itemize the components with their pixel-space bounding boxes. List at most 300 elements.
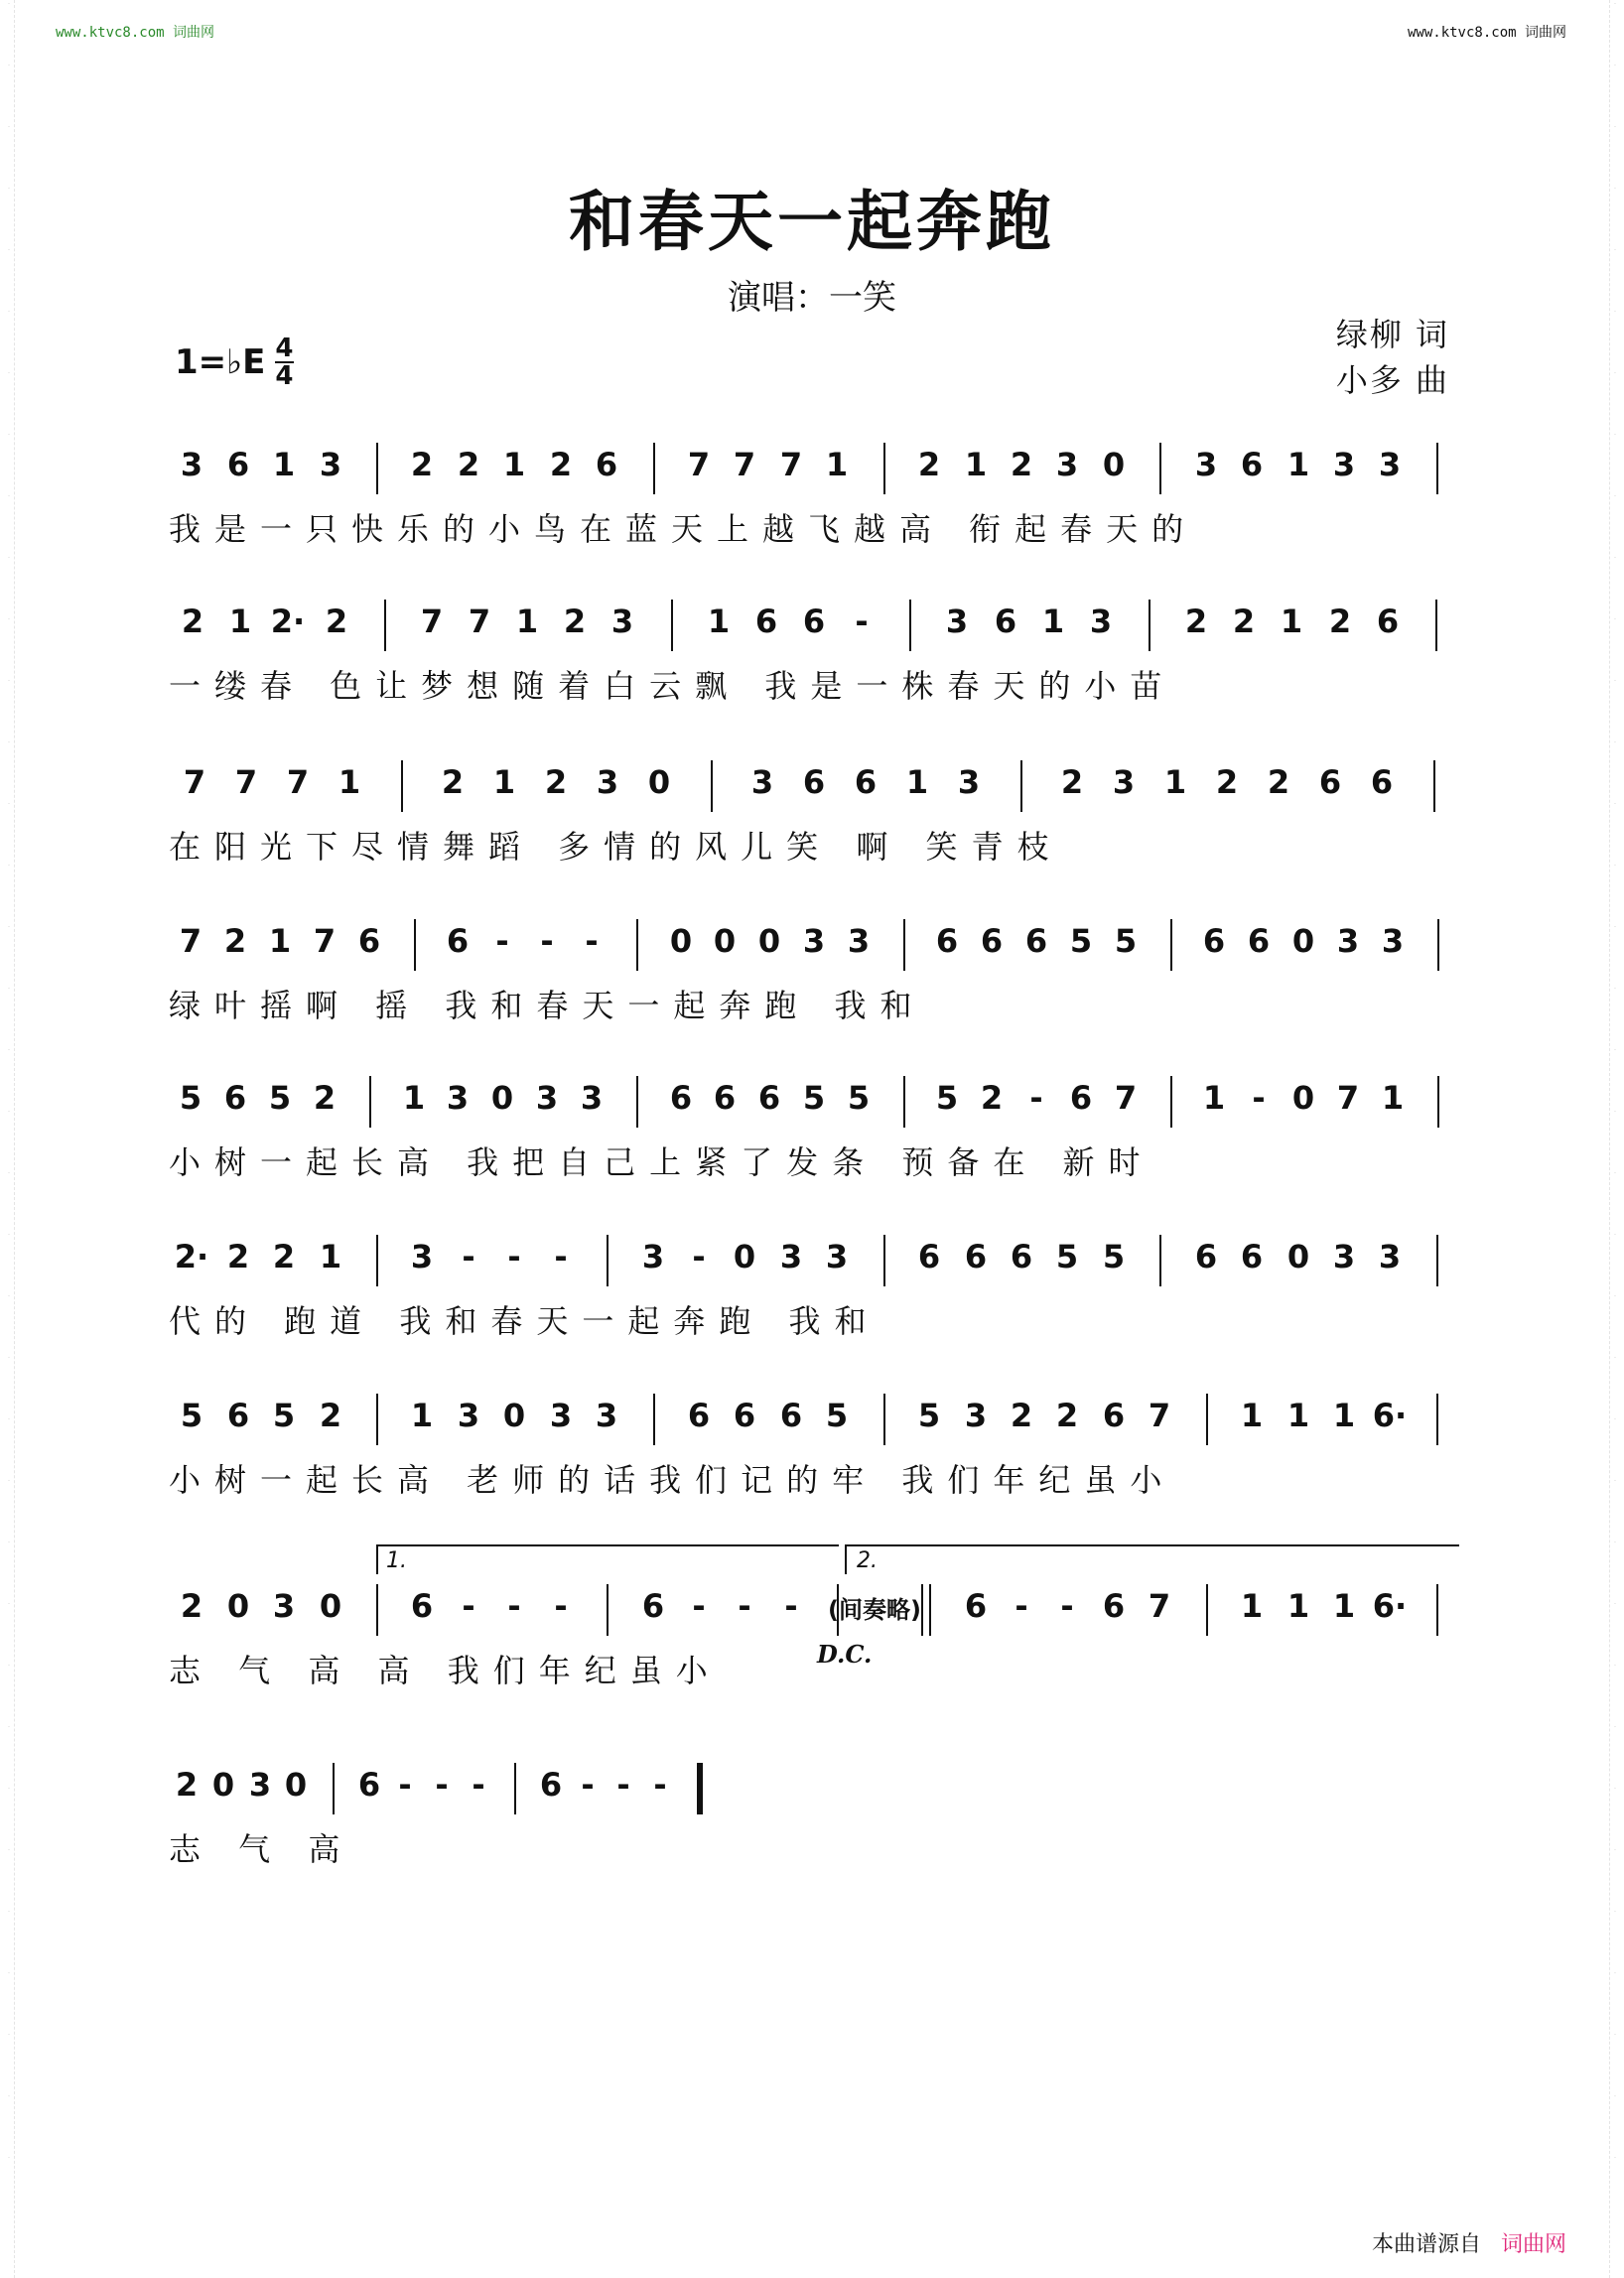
score-line xyxy=(169,1548,1459,1707)
note: 2 xyxy=(1232,603,1256,640)
notes-row xyxy=(169,1767,1459,1822)
watermark-mark: · xyxy=(7,123,11,131)
note: 2· xyxy=(174,1238,209,1275)
key-label: 1=♭E xyxy=(175,342,266,382)
note: 3 xyxy=(1112,763,1136,801)
note: 2 xyxy=(180,1587,203,1625)
note: 7 xyxy=(1336,1079,1360,1117)
watermark-strip-right xyxy=(1609,0,1620,2278)
note: 5 xyxy=(935,1079,959,1117)
note: 2 xyxy=(457,446,480,483)
barline xyxy=(376,443,378,494)
watermark-mark: · xyxy=(1613,1415,1617,1423)
watermark-mark: · xyxy=(7,1600,11,1608)
lyrics-row: 志 气 高 高 我们年纪虽小 xyxy=(169,1652,722,1689)
note: - xyxy=(472,1766,485,1804)
watermark-mark: · xyxy=(7,1415,11,1423)
note: 6 xyxy=(1202,922,1226,960)
note: 6· xyxy=(1372,1587,1408,1625)
watermark-mark: · xyxy=(7,800,11,808)
source-url-left[interactable]: www.ktvc8.com 词曲网 xyxy=(56,25,215,41)
note: - xyxy=(692,1587,706,1625)
note: 0 xyxy=(226,1587,250,1625)
note: 6 xyxy=(1240,1238,1264,1275)
watermark-mark: · xyxy=(1613,1477,1617,1485)
volta-label-2: 2. xyxy=(857,1548,878,1573)
watermark-mark: · xyxy=(7,738,11,746)
note: 6 xyxy=(1194,1238,1218,1275)
watermark-mark: · xyxy=(1613,1908,1617,1916)
barline xyxy=(1433,760,1435,812)
lyrics-row: 在阳光下尽情舞蹈 多情的风儿笑 啊 笑青枝 xyxy=(169,828,1063,866)
watermark-mark: · xyxy=(7,615,11,623)
note: 3 xyxy=(180,446,203,483)
note: - xyxy=(692,1238,706,1275)
watermark-mark: · xyxy=(1613,2092,1617,2100)
watermark-mark: · xyxy=(7,431,11,439)
note: 1 xyxy=(410,1397,434,1434)
note: - xyxy=(784,1587,798,1625)
note: 2 xyxy=(181,603,204,640)
time-signature-top: 4 xyxy=(275,334,294,363)
score-line xyxy=(169,1080,1459,1199)
volta-label-1: 1. xyxy=(386,1548,407,1573)
watermark-mark: · xyxy=(1613,308,1617,316)
barline xyxy=(636,919,638,971)
note: 1 xyxy=(1280,603,1303,640)
note: 2 xyxy=(441,763,465,801)
source-url-right[interactable]: www.ktvc8.com 词曲网 xyxy=(1407,25,1566,41)
note: - xyxy=(554,1238,568,1275)
note: 5 xyxy=(268,1079,292,1117)
note: 3 xyxy=(1194,446,1218,483)
note: 1 xyxy=(964,446,988,483)
note: 3 xyxy=(957,763,981,801)
note: - xyxy=(1060,1587,1074,1625)
barline xyxy=(369,1076,371,1128)
watermark-mark: · xyxy=(1613,554,1617,562)
watermark-mark: · xyxy=(1613,862,1617,870)
note: 1 xyxy=(707,603,731,640)
note: 6 xyxy=(641,1587,665,1625)
note: 1 xyxy=(272,446,296,483)
note: - xyxy=(585,922,599,960)
note: 3 xyxy=(1378,446,1402,483)
note: 2· xyxy=(270,603,306,640)
note: 2 xyxy=(980,1079,1004,1117)
barline xyxy=(1159,1235,1161,1286)
note: - xyxy=(616,1766,630,1804)
note: 3 xyxy=(945,603,969,640)
note: 5 xyxy=(180,1397,203,1434)
barline xyxy=(909,600,911,651)
lyrics-row: 一缕春 色让梦想随着白云飘 我是一株春天的小苗 xyxy=(169,667,1176,705)
note: 2 xyxy=(1328,603,1352,640)
note: 3 xyxy=(580,1079,604,1117)
watermark-mark: · xyxy=(7,62,11,69)
note: 6 xyxy=(754,603,778,640)
note: 3 xyxy=(964,1397,988,1434)
key-signature xyxy=(175,335,294,389)
barline xyxy=(414,919,416,971)
note: 6 xyxy=(669,1079,693,1117)
barline xyxy=(1435,600,1437,651)
barline xyxy=(376,1584,378,1636)
note: 6 xyxy=(779,1397,803,1434)
note: 7 xyxy=(420,603,444,640)
watermark-mark: · xyxy=(7,369,11,377)
watermark-mark: · xyxy=(7,2092,11,2100)
barline xyxy=(1170,1076,1172,1128)
note: 0 xyxy=(1291,1079,1315,1117)
note: 3 xyxy=(1089,603,1113,640)
watermark-mark: · xyxy=(7,2154,11,2162)
barline xyxy=(711,760,713,812)
note: 6 xyxy=(1102,1397,1126,1434)
note: 1 xyxy=(1202,1079,1226,1117)
barline xyxy=(607,1584,609,1636)
note: - xyxy=(540,922,554,960)
note: 1 xyxy=(1041,603,1065,640)
time-signature-bottom: 4 xyxy=(275,361,294,391)
score-line xyxy=(169,603,1459,723)
barline xyxy=(903,1076,905,1128)
score-line xyxy=(169,1767,1459,1886)
note: 6 xyxy=(1247,922,1271,960)
note: 1 xyxy=(1286,446,1310,483)
note: - xyxy=(435,1766,449,1804)
note: 0 xyxy=(319,1587,342,1625)
note: 3 xyxy=(847,922,871,960)
footer-brand[interactable]: 词曲网 xyxy=(1500,2232,1566,2257)
watermark-mark: · xyxy=(7,1723,11,1731)
note: 1 xyxy=(1332,1587,1356,1625)
watermark-mark: · xyxy=(1613,246,1617,254)
watermark-mark: · xyxy=(7,1969,11,1977)
watermark-strip-left xyxy=(4,0,15,2278)
note: - xyxy=(855,603,869,640)
note: 6 xyxy=(980,922,1004,960)
watermark-mark: · xyxy=(1613,985,1617,993)
watermark-mark: · xyxy=(1613,1846,1617,1854)
barline xyxy=(1436,1235,1438,1286)
note: - xyxy=(398,1766,412,1804)
barline xyxy=(1206,1394,1208,1445)
watermark-mark: · xyxy=(1613,1169,1617,1177)
watermark-mark: · xyxy=(7,492,11,500)
note: 7 xyxy=(179,922,203,960)
note: 3 xyxy=(1378,1238,1402,1275)
note: - xyxy=(1029,1079,1043,1117)
watermark-mark: · xyxy=(7,1477,11,1485)
watermark-mark: · xyxy=(1613,800,1617,808)
note: 6 xyxy=(802,603,826,640)
note: 3 xyxy=(535,1079,559,1117)
note: 5 xyxy=(802,1079,826,1117)
watermark-mark: · xyxy=(1613,431,1617,439)
note: 0 xyxy=(647,763,671,801)
lyrics-row: 小树一起长高 老师的话我们记的牢 我们年纪虽小 xyxy=(169,1461,1176,1499)
barline xyxy=(653,443,655,494)
note: 3 xyxy=(319,446,342,483)
watermark-mark: · xyxy=(1613,923,1617,931)
note: 6 xyxy=(733,1397,756,1434)
barline xyxy=(883,443,885,494)
barline xyxy=(1170,919,1172,971)
interlude-note: (间奏略) xyxy=(828,1596,921,1624)
note: 6 xyxy=(917,1238,941,1275)
watermark-mark: · xyxy=(1613,1046,1617,1054)
watermark-mark: · xyxy=(1613,1108,1617,1116)
note: 3 xyxy=(1332,446,1356,483)
note: 1 xyxy=(1332,1397,1356,1434)
note: - xyxy=(1015,1587,1028,1625)
note: 6 xyxy=(854,763,878,801)
note: 6 xyxy=(994,603,1017,640)
note: - xyxy=(495,922,509,960)
note: 3 xyxy=(750,763,774,801)
watermark-mark: · xyxy=(1613,1354,1617,1362)
watermark-mark: · xyxy=(1613,123,1617,131)
barline xyxy=(1020,760,1022,812)
note: 2 xyxy=(226,1238,250,1275)
watermark-mark: · xyxy=(1613,1969,1617,1977)
note: 6 xyxy=(595,446,618,483)
note: 0 xyxy=(1286,1238,1310,1275)
note: 2 xyxy=(544,763,568,801)
note: 5 xyxy=(917,1397,941,1434)
note: 6 xyxy=(446,922,470,960)
note: 0 xyxy=(713,922,737,960)
score-line xyxy=(169,923,1459,1042)
watermark-mark: · xyxy=(7,0,11,8)
watermark-mark: · xyxy=(1613,738,1617,746)
barline xyxy=(401,760,403,812)
note: - xyxy=(462,1238,475,1275)
note: 3 xyxy=(248,1766,272,1804)
note: - xyxy=(462,1587,475,1625)
lyrics-row: 志 气 高 xyxy=(169,1830,354,1868)
note: 1 xyxy=(1240,1397,1264,1434)
watermark-mark: · xyxy=(7,677,11,685)
watermark-mark: · xyxy=(1613,1292,1617,1300)
watermark-mark: · xyxy=(1613,1600,1617,1608)
note: 2 xyxy=(917,446,941,483)
note: 3 xyxy=(446,1079,470,1117)
note: 2 xyxy=(223,922,247,960)
note: 0 xyxy=(284,1766,308,1804)
score-line xyxy=(169,1398,1459,1517)
note: 6 xyxy=(357,922,381,960)
note: 3 xyxy=(779,1238,803,1275)
watermark-mark: · xyxy=(7,2031,11,2039)
barline xyxy=(883,1235,885,1286)
barline xyxy=(376,1235,378,1286)
notes-row xyxy=(169,764,1459,820)
note: 5 xyxy=(179,1079,203,1117)
notes-row xyxy=(169,603,1459,659)
note: 2 xyxy=(1184,603,1208,640)
watermark-mark: · xyxy=(1613,1539,1617,1546)
note: 1 xyxy=(905,763,929,801)
note: 6 xyxy=(226,1397,250,1434)
note: - xyxy=(554,1587,568,1625)
note: 2 xyxy=(325,603,348,640)
barline xyxy=(1159,443,1161,494)
watermark-mark: · xyxy=(1613,1785,1617,1793)
note: 0 xyxy=(733,1238,756,1275)
watermark-mark: · xyxy=(1613,615,1617,623)
volta-bracket-1 xyxy=(376,1544,839,1574)
note: 7 xyxy=(733,446,756,483)
footer-source-label: 本曲谱源自 xyxy=(1371,2232,1481,2257)
lyrics-row: 代的 跑道 我和春天一起奔跑 我和 xyxy=(169,1302,880,1340)
watermark-mark: · xyxy=(1613,0,1617,8)
barline xyxy=(1206,1584,1208,1636)
note: 6 xyxy=(802,763,826,801)
note: 0 xyxy=(490,1079,514,1117)
song-title: 和春天一起奔跑 xyxy=(569,183,1055,260)
barline xyxy=(671,600,673,651)
note: 0 xyxy=(211,1766,235,1804)
note: 1 xyxy=(825,446,849,483)
note: 3 xyxy=(410,1238,434,1275)
note: 3 xyxy=(1336,922,1360,960)
note: 5 xyxy=(1055,1238,1079,1275)
watermark-mark: · xyxy=(1613,2154,1617,2162)
volta-bracket-2 xyxy=(845,1544,1459,1574)
note: 3 xyxy=(610,603,634,640)
watermark-mark: · xyxy=(1613,369,1617,377)
barline xyxy=(1437,919,1439,971)
watermark-mark: · xyxy=(7,1354,11,1362)
watermark-mark: · xyxy=(1613,185,1617,193)
note: - xyxy=(581,1766,595,1804)
watermark-mark: · xyxy=(7,1231,11,1239)
note: 1 xyxy=(228,603,252,640)
watermark-mark: · xyxy=(1613,1723,1617,1731)
note: 6 xyxy=(1370,763,1394,801)
note: 2 xyxy=(1010,1397,1033,1434)
note: 2 xyxy=(1055,1397,1079,1434)
note: 2 xyxy=(175,1766,199,1804)
note: 2 xyxy=(563,603,587,640)
note: 0 xyxy=(669,922,693,960)
note: 3 xyxy=(457,1397,480,1434)
note: 2 xyxy=(410,446,434,483)
watermark-mark: · xyxy=(7,554,11,562)
watermark-mark: · xyxy=(1613,492,1617,500)
note: 6 xyxy=(1240,446,1264,483)
note: 2 xyxy=(1060,763,1084,801)
note: 1 xyxy=(319,1238,342,1275)
note: 1 xyxy=(402,1079,426,1117)
note: 2 xyxy=(272,1238,296,1275)
watermark-mark: · xyxy=(7,1785,11,1793)
score-line xyxy=(169,447,1459,566)
score-line xyxy=(169,764,1459,883)
note: 2 xyxy=(549,446,573,483)
note: 7 xyxy=(234,763,258,801)
barline xyxy=(903,919,905,971)
note: 6 xyxy=(935,922,959,960)
watermark-mark: · xyxy=(7,1046,11,1054)
note: 6 xyxy=(964,1238,988,1275)
note: 3 xyxy=(595,1397,618,1434)
note: 0 xyxy=(502,1397,526,1434)
notes-row xyxy=(169,1239,1459,1294)
watermark-mark: · xyxy=(7,923,11,931)
note: 6 xyxy=(1010,1238,1033,1275)
note: 3 xyxy=(549,1397,573,1434)
note: 2 xyxy=(319,1397,342,1434)
note: 3 xyxy=(641,1238,665,1275)
note: 1 xyxy=(1240,1587,1264,1625)
footer-source xyxy=(1372,2227,1566,2258)
barline xyxy=(514,1763,516,1814)
note: 7 xyxy=(779,446,803,483)
barline xyxy=(607,1235,609,1286)
note: 1 xyxy=(268,922,292,960)
note: 1 xyxy=(1286,1397,1310,1434)
note: 6 xyxy=(757,1079,781,1117)
notes-row xyxy=(169,1080,1459,1136)
note: 6 xyxy=(687,1397,711,1434)
watermark-mark: · xyxy=(7,985,11,993)
barline xyxy=(1436,1394,1438,1445)
note: 3 xyxy=(802,922,826,960)
note: 3 xyxy=(1381,922,1405,960)
watermark-mark: · xyxy=(7,1662,11,1670)
note: 5 xyxy=(825,1397,849,1434)
note: 6 xyxy=(1376,603,1400,640)
repeat-barline-thin xyxy=(921,1584,923,1636)
watermark-mark: · xyxy=(7,246,11,254)
note: 0 xyxy=(757,922,781,960)
note: 7 xyxy=(687,446,711,483)
note: 7 xyxy=(1148,1587,1171,1625)
watermark-mark: · xyxy=(1613,2031,1617,2039)
note: 2 xyxy=(1267,763,1290,801)
barline xyxy=(636,1076,638,1128)
note: 7 xyxy=(313,922,337,960)
watermark-mark: · xyxy=(1613,677,1617,685)
note: 1 xyxy=(338,763,361,801)
note: 7 xyxy=(1148,1397,1171,1434)
barline xyxy=(376,1394,378,1445)
note: 1 xyxy=(1381,1079,1405,1117)
credits xyxy=(1336,312,1449,403)
watermark-mark: · xyxy=(1613,1662,1617,1670)
note: 3 xyxy=(1055,446,1079,483)
repeat-barline xyxy=(929,1584,931,1636)
lyrics-row: 小树一起长高 我把自己上紧了发条 预备在 新时 xyxy=(169,1143,1154,1181)
watermark-mark: · xyxy=(1613,1231,1617,1239)
note: 2 xyxy=(1215,763,1239,801)
notes-row xyxy=(169,923,1459,979)
watermark-mark: · xyxy=(7,1169,11,1177)
notes-row xyxy=(169,447,1459,502)
lyrics-row: 我是一只快乐的小鸟在蓝天上越飞越高 衔起春天的 xyxy=(169,510,1198,548)
note: - xyxy=(1252,1079,1266,1117)
note: 7 xyxy=(1114,1079,1138,1117)
note: 2 xyxy=(1010,446,1033,483)
note: 6 xyxy=(964,1587,988,1625)
note: 6 xyxy=(1318,763,1342,801)
note: 6 xyxy=(539,1766,563,1804)
note: 5 xyxy=(1114,922,1138,960)
note: 3 xyxy=(596,763,619,801)
